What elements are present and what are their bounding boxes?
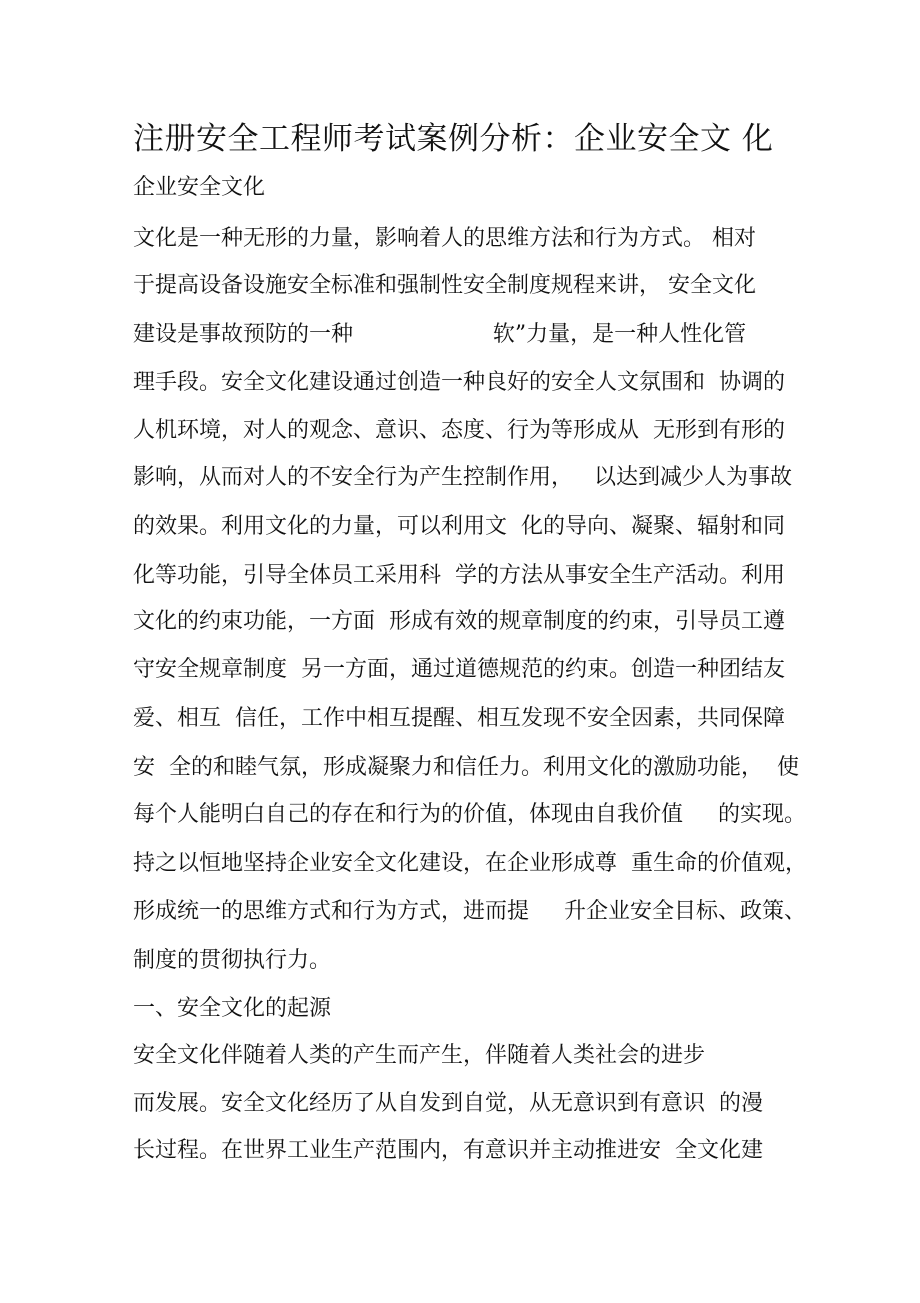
paragraph-line: 于提高设备设施安全标准和强制性安全制度规程来讲， 安全文化 [133,273,756,298]
section-heading: 企业安全文化 [133,175,266,200]
paragraph-line: 安 全的和睦气氛，形成凝聚力和信任力。利用文化的激励功能， 使 [133,755,799,780]
paragraph-line: 形成统一的思维方式和行为方式，进而提 升企业安全目标、政策、 [133,899,806,924]
paragraph-line: 化等功能，引导全体员工采用科 学的方法从事安全生产活动。利用 [133,563,785,588]
paragraph-line: 文化是一种无形的力量，影响着人的思维方法和行为方式。 相对 [133,226,756,251]
paragraph-line: 建设是事故预防的一种 软”力量，是一种人性化管 [133,322,747,347]
paragraph-line: 影响，从而对人的不安全行为产生控制作用， 以达到减少人为事故 [133,465,792,490]
paragraph-line: 制度的贯彻执行力。 [133,948,332,973]
paragraph-line: 理手段。安全文化建设通过创造一种良好的安全人文氛围和 协调的 [133,370,785,395]
paragraph-line: 长过程。在世界工业生产范围内，有意识并主动推进安 全文化建 [133,1138,763,1163]
paragraph-line: 每个人能明白自己的存在和行为的价值，体现由自我价值 的实现。 [133,802,806,827]
paragraph-line: 安全文化伴随着人类的产生而产生，伴随着人类社会的进步 [133,1043,706,1068]
paragraph-line: 人机环境，对人的观念、意识、态度、行为等形成从 无形到有形的 [133,418,785,443]
paragraph-line: 而发展。安全文化经历了从自发到自觉，从无意识到有意识 的漫 [133,1091,763,1116]
section-heading: 一、安全文化的起源 [133,996,332,1021]
document-title: 注册安全工程师考试案例分析：企业安全文 化 [133,121,774,157]
paragraph-line: 的效果。利用文化的力量，可以利用文 化的导向、凝聚、辐射和同 [133,514,785,539]
paragraph-line: 爱、相互 信任，工作中相互提醒、相互发现不安全因素，共同保障 [133,706,785,731]
paragraph-line: 持之以恒地坚持企业安全文化建设，在企业形成尊 重生命的价值观， [133,851,807,876]
paragraph-line: 文化的约束功能，一方面 形成有效的规章制度的约束，引导员工遵 [133,609,785,634]
paragraph-line: 守安全规章制度 另一方面，通过道德规范的约束。创造一种团结友 [133,657,785,682]
